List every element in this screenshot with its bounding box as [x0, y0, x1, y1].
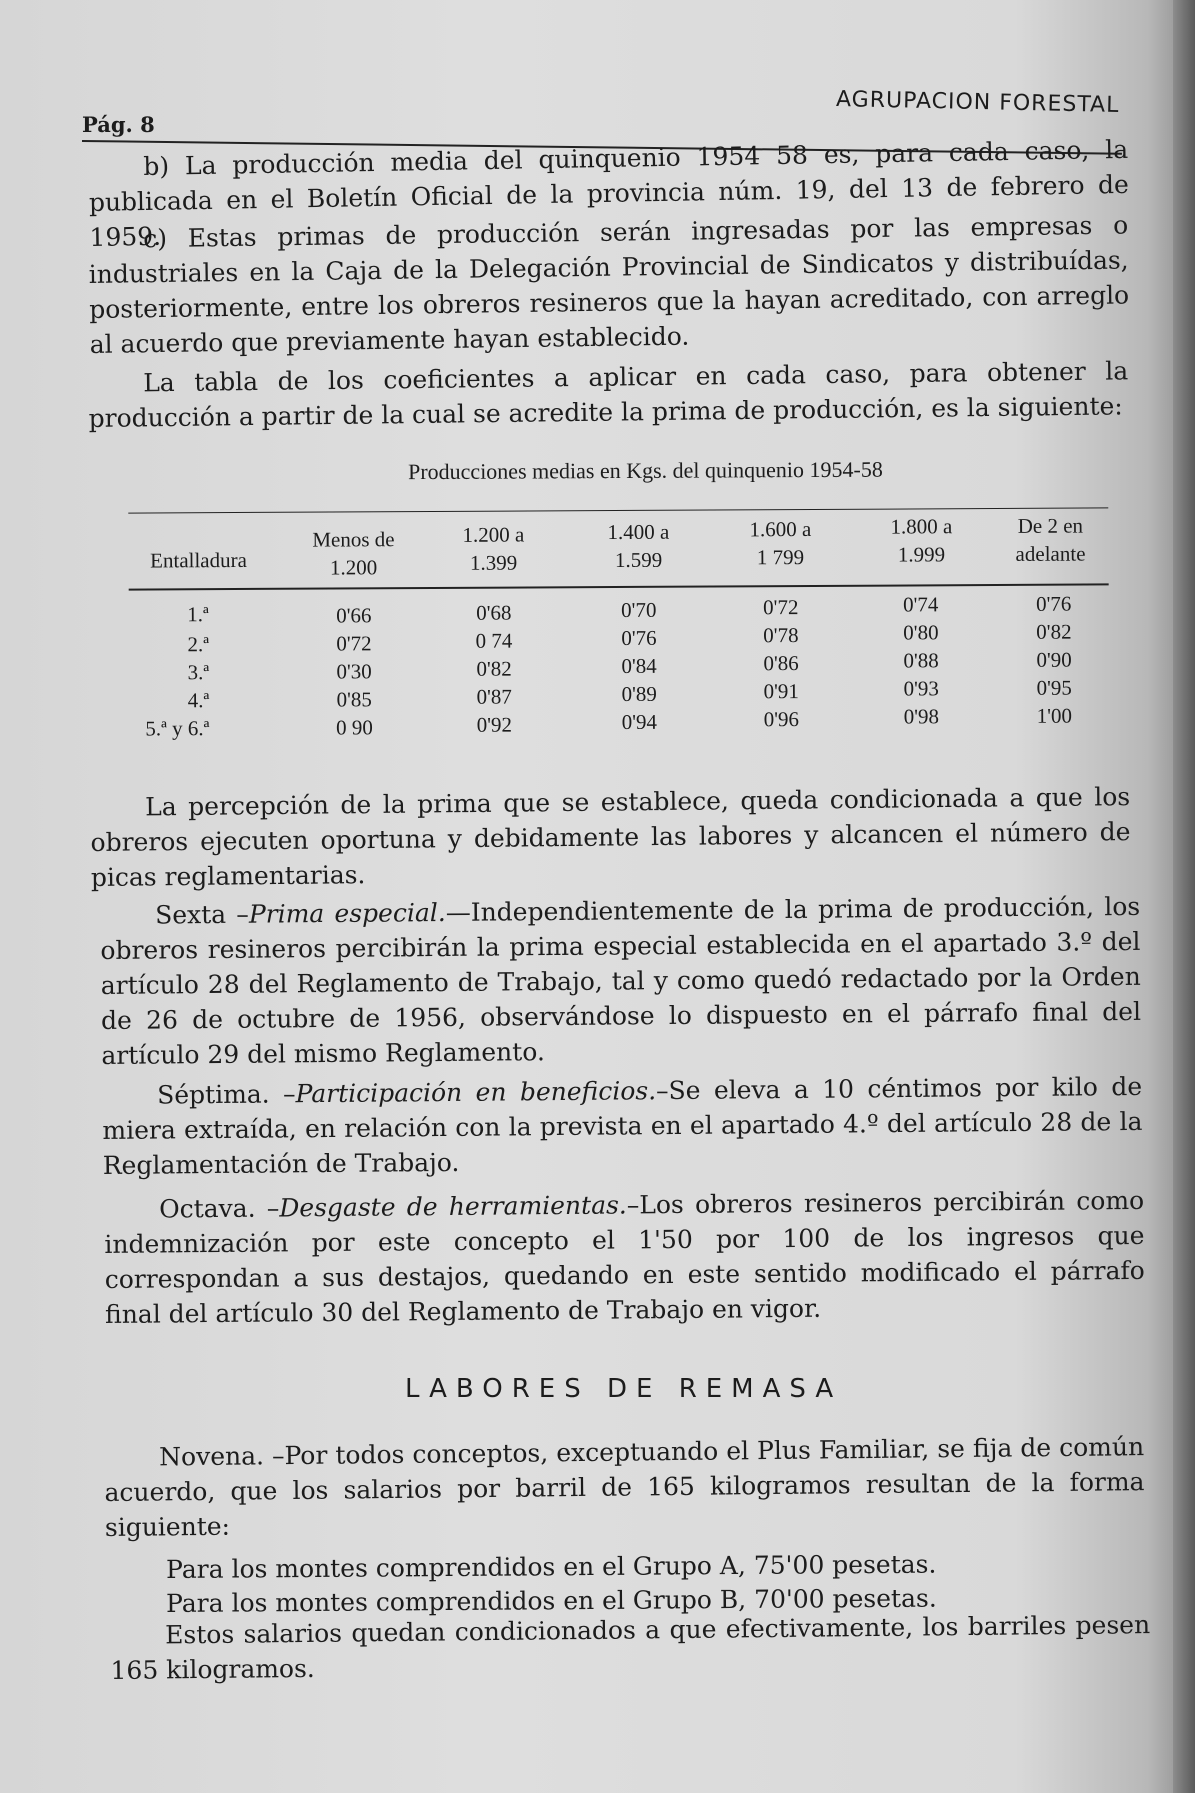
col-header-2-l2: 1.399	[469, 550, 518, 575]
col-header-1-l1: Menos de	[312, 527, 395, 552]
paragraph-septima	[102, 1069, 1143, 1183]
col-header-6-l2: adelante	[1015, 541, 1086, 566]
table-cell: 0'74	[903, 592, 939, 617]
table-cell: 0'98	[903, 704, 940, 729]
col-header-1	[288, 525, 418, 582]
grupo-a-text: Para los montes comprendidos en el Grupo A, 75'00 pesetas.	[166, 1549, 937, 1584]
paragraph-novena	[104, 1429, 1145, 1545]
row-label-5: 5.ª y 6.ª	[145, 716, 210, 741]
table-cell: 0'84	[621, 653, 657, 678]
col-header-6-l1: De 2 en	[1017, 513, 1084, 538]
sexta-lead: Sexta –	[155, 899, 249, 930]
col-header-5-l2: 1.999	[897, 542, 946, 567]
table-cell: 0'88	[903, 648, 939, 673]
row-label-4: 4.ª	[187, 688, 210, 713]
col-header-1-l2: 1.200	[329, 555, 378, 580]
row-header: Entalladura	[150, 547, 247, 573]
table-cell: 0'80	[903, 620, 939, 645]
paragraph-sexta-text	[100, 889, 1141, 1073]
row-label-1: 1.ª	[187, 602, 209, 627]
table-cell: 0'90	[1036, 647, 1072, 672]
col-header-6	[990, 511, 1110, 568]
table-cell: 0'93	[903, 676, 939, 701]
page-edge-shadow	[1173, 0, 1195, 1793]
col-header-2-l1: 1.200 a	[462, 522, 525, 547]
row-label-3: 3.ª	[187, 660, 210, 685]
col-header-3-l1: 1.400 a	[607, 519, 670, 545]
col-header-2	[428, 520, 558, 577]
septima-body: –Se eleva a 10 céntimos por kilo de miera extraída, en relación con la prevista en el apartado 4.º del artículo 28 de la Reglamentación de Trabajo.	[102, 1071, 1143, 1180]
condicion-text: Estos salarios quedan condicionados a que efectivamente, los barriles pesen 165 kilogramos.	[110, 1610, 1151, 1685]
paragraph-percepcion-text: La percepción de la prima que se establece, queda condicionada a que los obreros ejecuten oportuna y debidamente las labores y alcancen el número de picas reglamentarias.	[90, 782, 1131, 892]
page-number: Pág. 8	[82, 112, 155, 137]
table-cell: 0'76	[1036, 591, 1072, 616]
journal-title: AGRUPACION FORESTAL	[835, 87, 1120, 118]
table-cell: 0'82	[1036, 619, 1072, 644]
table-cell: 0'87	[476, 684, 512, 709]
row-label-2: 2.ª	[187, 632, 210, 657]
table-cell: 0'30	[336, 659, 372, 684]
col-header-3-l2: 1.599	[614, 547, 663, 573]
table-cell: 0'72	[763, 595, 799, 620]
table-cell: 0'72	[336, 631, 372, 656]
table-cell: 0'70	[621, 597, 657, 622]
table-cell: 0'96	[763, 707, 800, 732]
table-cell: 1'00	[1036, 703, 1073, 728]
paragraph-percepcion	[90, 779, 1131, 895]
paragraph-tabla	[88, 353, 1129, 436]
paragraph-octava-text	[104, 1183, 1145, 1332]
col-header-3	[573, 518, 703, 575]
col-header-5-l1: 1.800 a	[890, 514, 953, 539]
table-cell: 0'82	[476, 656, 512, 681]
octava-title: Desgaste de herramientas.	[279, 1190, 627, 1223]
col-header-5	[856, 512, 986, 569]
table-cell: 0'78	[763, 623, 799, 648]
sexta-body: —Independientemente de la prima de producción, los obreros resineros percibirán la prima especial establecida en el apartado 3.º del artículo 28 del Reglamento de Trabajo, tal y como quedó redactado por la Orden de 26 de octubre de 1956, observándose lo dispuesto en el párrafo final del artículo 29 del mismo Reglamento.	[100, 891, 1142, 1070]
table-caption: Producciones medias en Kgs. del quinquenio 1954-58	[408, 456, 883, 485]
coefficients-table	[128, 455, 1108, 741]
table-cell: 0'66	[336, 603, 372, 628]
section-title: LABORES DE REMASA	[405, 1374, 843, 1404]
septima-title: Participación en beneficios.	[295, 1076, 657, 1109]
octava-body: –Los obreros resineros percibirán como indemnización por este concepto el 1'50 por 100 de los ingresos que correspondan a sus destajos, quedando en este sentido modificado el párrafo final del artículo 30 del Reglamento de Trabajo en vigor.	[104, 1185, 1145, 1329]
paragraph-condicion	[110, 1607, 1151, 1688]
col-header-4-l2: 1 799	[756, 545, 805, 570]
paragraph-b-text: b) La producción media del quinquenio 1954 58 es, para cada caso, la publicada en el Boletín Oficial de la provincia núm. 19, del 13 de febrero de 1959.	[88, 134, 1130, 252]
paragraph-septima-text	[102, 1069, 1143, 1183]
table-header-rule	[129, 583, 1109, 590]
col-header-4-l1: 1.600 a	[749, 516, 812, 542]
table-cell: 0 74	[475, 628, 513, 653]
paragraph-c-text: c) Estas primas de producción serán ingresadas por las empresas o industriales en la Caja de la Delegación Provincial de Sindicatos y distribuídas, posteriormente, entre los obreros resineros que la hayan acreditado, con arreglo al acuerdo que previamente hayan establecido.	[88, 210, 1130, 359]
paragraph-sexta	[100, 889, 1141, 1073]
table-cell: 0'95	[1036, 675, 1072, 700]
table-cell: 0'91	[763, 679, 799, 704]
table-cell: 0'68	[476, 600, 512, 625]
octava-lead: Octava. –	[159, 1193, 280, 1224]
sexta-title: Prima especial.	[248, 897, 446, 929]
septima-lead: Séptima. –	[157, 1079, 296, 1110]
table-cell: 0 90	[335, 715, 373, 740]
table-cell: 0'85	[336, 687, 372, 712]
table-cell: 0'89	[621, 681, 657, 706]
table-cell: 0'86	[763, 651, 799, 676]
paragraph-tabla-text: La tabla de los coeficientes a aplicar en cada caso, para obtener la producción a partir de la cual se acredite la prima de producción, es la siguiente:	[88, 356, 1129, 433]
paragraph-octava	[104, 1183, 1145, 1332]
table-cell: 0'94	[621, 709, 658, 734]
paragraph-c	[88, 207, 1130, 362]
table-cell: 0'92	[476, 712, 513, 737]
table-cell: 0'76	[621, 625, 657, 650]
grupo-b-text: Para los montes comprendidos en el Grupo B, 70'00 pesetas.	[166, 1583, 937, 1618]
col-header-4	[715, 515, 845, 572]
paragraph-novena-text: Novena. –Por todos conceptos, exceptuando el Plus Familiar, se fija de común acuerdo, que los salarios por barril de 165 kilogramos resultan de la forma siguiente:	[104, 1432, 1145, 1542]
